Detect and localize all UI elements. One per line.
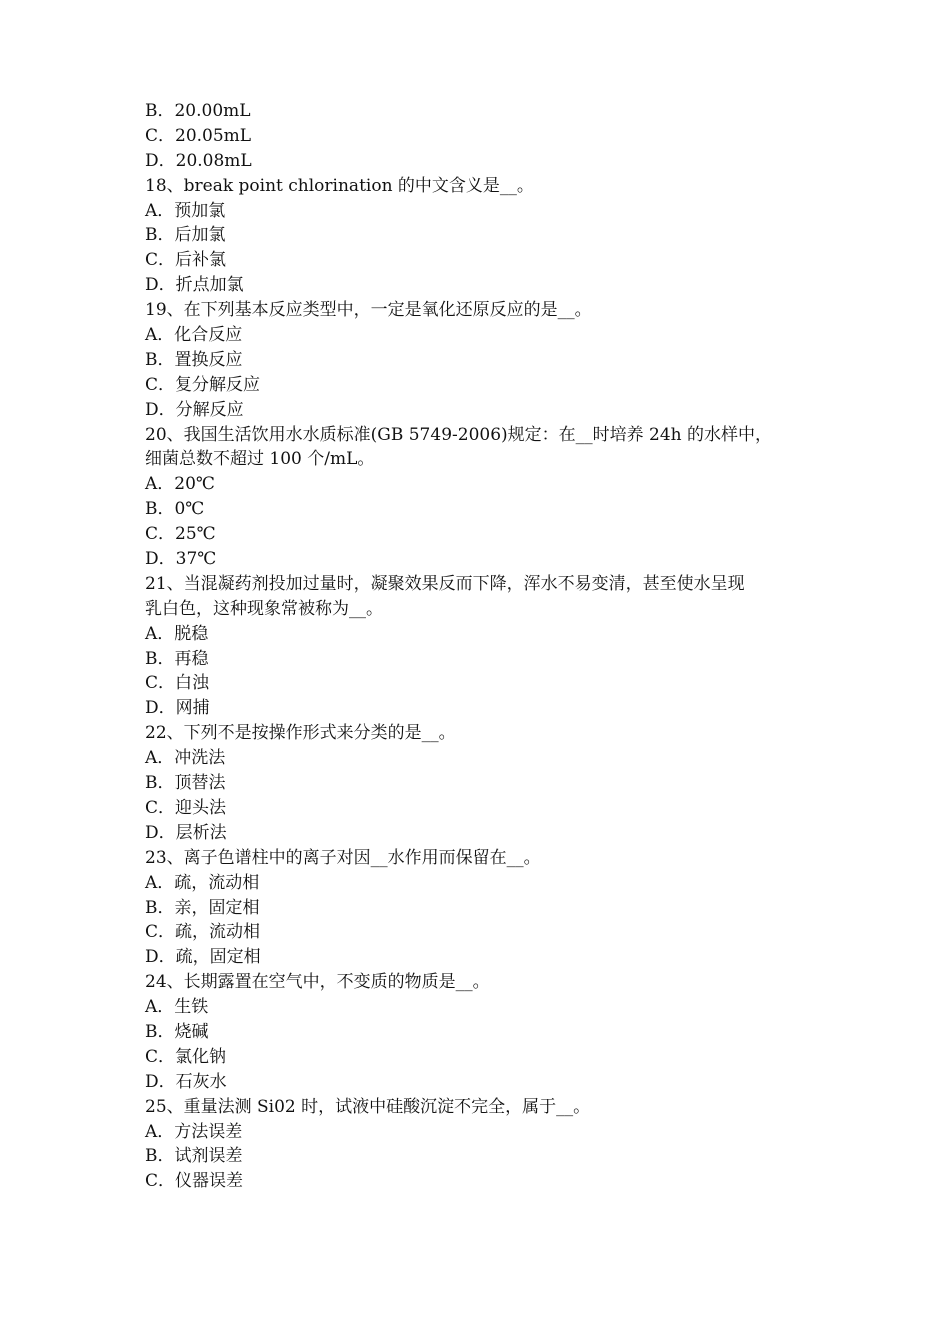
answer-option: C．复分解反应: [145, 374, 261, 395]
answer-option: A．冲洗法: [145, 748, 226, 769]
answer-option: C．白浊: [145, 673, 210, 694]
answer-option: D．层析法: [145, 822, 227, 843]
answer-option: B．再稳: [145, 648, 209, 669]
answer-option: B．置换反应: [145, 349, 243, 370]
answer-option: B．20.00mL: [145, 101, 251, 121]
question-stem: 18、break point chlorination 的中文含义是__。: [145, 175, 534, 196]
answer-option: A．20℃: [145, 474, 215, 495]
answer-option: B．后加氯: [145, 225, 226, 246]
question-stem: 24、长期露置在空气中，不变质的物质是__。: [145, 972, 490, 993]
question-stem: 23、离子色谱柱中的离子对因__水作用而保留在__。: [145, 847, 541, 868]
answer-option: A．脱稳: [145, 623, 209, 644]
answer-option: C．25℃: [145, 524, 216, 545]
answer-option: D．分解反应: [145, 399, 244, 420]
question-stem: 22、下列不是按操作形式来分类的是__。: [145, 723, 456, 744]
answer-option: C．氯化钠: [145, 1046, 227, 1067]
answer-option: D．网捕: [145, 698, 210, 719]
question-stem: 19、在下列基本反应类型中，一定是氧化还原反应的是__。: [145, 300, 592, 321]
answer-option: B．烧碱: [145, 1021, 209, 1042]
answer-option: B．顶替法: [145, 773, 226, 794]
answer-option: C．后补氯: [145, 250, 227, 271]
answer-option: A．生铁: [145, 997, 209, 1018]
answer-option: A．预加氯: [145, 200, 226, 221]
answer-option: B．试剂误差: [145, 1146, 243, 1167]
answer-option: C．迎头法: [145, 797, 227, 818]
answer-option: A．化合反应: [145, 325, 243, 346]
answer-option: D．折点加氯: [145, 275, 244, 296]
answer-option: C．仪器误差: [145, 1171, 244, 1192]
answer-option: C．20.05mL: [145, 125, 252, 146]
answer-option: D．20.08mL: [145, 150, 252, 171]
question-stem-continuation: 细菌总数不超过 100 个/mL。: [145, 449, 375, 470]
answer-option: D．石灰水: [145, 1071, 227, 1092]
answer-option: B．亲，固定相: [145, 897, 260, 918]
document-page: [145, 99, 825, 1194]
question-stem: 20、我国生活饮用水水质标准(GB 5749-2006)规定：在__时培养 24h 的水样中，: [145, 424, 773, 445]
question-stem-continuation: 乳白色，这种现象常被称为__。: [145, 598, 383, 619]
answer-option: A．疏，流动相: [145, 872, 260, 893]
answer-option: B．0℃: [145, 499, 205, 520]
answer-option: D．37℃: [145, 549, 217, 570]
answer-option: A．方法误差: [145, 1121, 243, 1142]
answer-option: D．疏，固定相: [145, 947, 261, 968]
answer-option: C．疏，流动相: [145, 922, 261, 943]
question-stem: 21、当混凝药剂投加过量时，凝聚效果反而下降，浑水不易变清，甚至使水呈现: [145, 573, 745, 594]
question-stem: 25、重量法测 Si02 时，试液中硅酸沉淀不完全，属于__。: [145, 1096, 591, 1117]
